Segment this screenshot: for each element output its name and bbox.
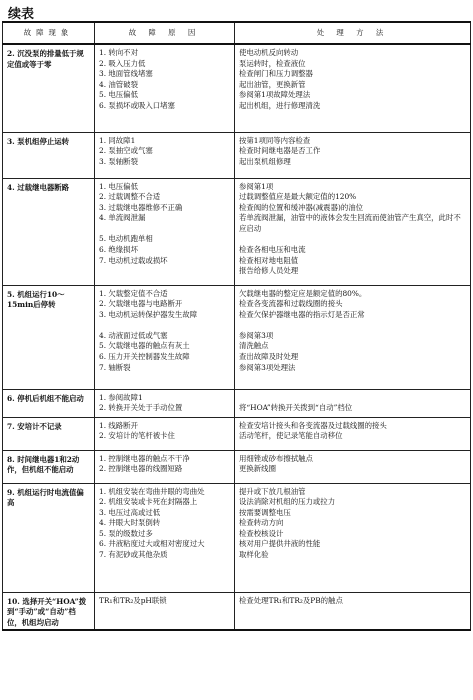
action-item: 报告给修人员处理 (239, 266, 299, 276)
cause-item: 2. 欠载继电器与电路断开 (99, 299, 183, 309)
cause-item: 2. 泵抽空或气塞 (99, 146, 153, 156)
symptom-cell: 6. 停机后机组不能启动 (3, 389, 95, 417)
action-item: 检查相对地电阻值 (239, 255, 299, 265)
cause-cell (95, 44, 235, 132)
table-row (3, 592, 471, 630)
cause-item: 1. 同故障1 (99, 135, 136, 145)
header-symptom: 故障现象 (3, 22, 95, 44)
action-item: 若单流阀泄漏，油管中的液体会发生回流而使油管产生真空，此时不应启动 (239, 213, 461, 233)
cause-item: 4. 单流阀泄漏 (99, 213, 146, 223)
table-row (3, 417, 471, 450)
cause-cell (95, 417, 235, 450)
cause-item: 2. 吸入压力低 (99, 58, 146, 68)
table-row (3, 389, 471, 417)
action-item: 提升或下放几根油管 (239, 486, 306, 496)
cause-item: 5. 欠载继电器的触点有灰土 (99, 341, 190, 351)
cause-item: 1. 转向不对 (99, 48, 138, 57)
cause-cell (95, 450, 235, 483)
cause-cell (95, 389, 235, 417)
action-item: 欠载继电器的整定应是额定值的80%。 (239, 288, 367, 298)
action-item: 检查转动方向 (239, 518, 284, 528)
action-cell (235, 389, 471, 417)
action-item: 起出机组，进行修理清洗 (239, 100, 321, 110)
action-cell (235, 44, 471, 132)
cause-item: 2. 安培计的笔杆被卡住 (99, 431, 175, 441)
cause-item: 3. 电动机运转保护器发生故障 (99, 309, 198, 319)
cause-item: 1. 线路断开 (99, 420, 138, 430)
action-cell (235, 178, 471, 285)
cause-cell (95, 483, 235, 592)
action-item: 检查各变流器和过载线圈的接头 (239, 299, 343, 309)
action-item: 设法消除对机组的压力或拉力 (239, 497, 336, 507)
symptom-cell: 8. 时间继电器1和2动作，但机组不能启动 (3, 450, 95, 483)
header-action: 处 理 方 法 (235, 22, 471, 44)
action-item: 检查处理TR₁和TR₂及PB的触点 (239, 595, 343, 605)
action-item: 取样化验 (239, 550, 269, 560)
cause-item: 6. 泵损坏或吸入口堵塞 (99, 100, 175, 110)
cause-item: 5. 电压偏低 (99, 90, 138, 100)
action-item: 检查阀的位置和缓冲器(减震器)的油位 (239, 202, 364, 212)
cause-cell (95, 285, 235, 389)
action-item: 检查校核设计 (239, 528, 284, 538)
symptom-cell: 2. 沉没泵的排量低于规定值或等于零 (3, 44, 95, 132)
action-item: 检查闸门和压力调整器 (239, 69, 313, 79)
cause-item: 2. 机组安装或卡死在封隔器上 (99, 497, 198, 507)
cause-item: 3. 地面管线堵塞 (99, 69, 153, 79)
symptom-cell: 9. 机组运行时电流值偏高 (3, 483, 95, 592)
header-row (3, 22, 471, 44)
cause-item: 6. 绝缘损坏 (99, 245, 138, 255)
action-item: 过载调整值应是最大额定值的120% (239, 192, 357, 202)
action-item: 参阅第1项 (239, 181, 274, 191)
cause-item: 7. 有泥砂或其他杂质 (99, 550, 168, 560)
action-item: 更换新线圈 (239, 464, 276, 474)
action-item: 泵运转时，检查液位 (239, 58, 306, 68)
symptom-cell: 5. 机组运行10～15min后停转 (3, 285, 95, 389)
action-item: 核对用户提供井液的性能 (239, 539, 321, 549)
action-item: 用细锉或砂布擦拭触点 (239, 453, 313, 463)
action-item: 查出故障及时处理 (239, 352, 299, 362)
action-item: 参阅第3项 (239, 330, 274, 340)
cause-item (99, 320, 230, 331)
cause-item: 5. 电动机跑单相 (99, 234, 153, 244)
action-item: 清洗触点 (239, 341, 269, 351)
action-cell (235, 592, 471, 630)
action-cell (235, 285, 471, 389)
cause-item: 1. 控制继电器的触点不干净 (99, 453, 190, 463)
cause-item: 2. 过载调整不合适 (99, 192, 161, 202)
cause-item: 5. 泵的级数过多 (99, 528, 153, 538)
table-row (3, 132, 471, 178)
action-cell (235, 450, 471, 483)
continued-table-label: 续表 (8, 7, 35, 22)
cause-item: 1. 参阅故障1 (99, 392, 143, 402)
table-row (3, 285, 471, 389)
table-row (3, 44, 471, 132)
header-cause: 故 障 原 因 (95, 22, 235, 44)
cause-item: 4. 油管破裂 (99, 79, 138, 89)
cause-item (99, 224, 230, 235)
cause-item: 7. 电动机过载或损坏 (99, 255, 168, 265)
action-item: 按需要调整电压 (239, 507, 291, 517)
action-item (239, 234, 466, 245)
cause-item: 3. 电压过高或过低 (99, 507, 161, 517)
cause-cell (95, 132, 235, 178)
action-item: 起出油管，更换新管 (239, 79, 306, 89)
symptom-cell: 10. 选择开关“HOA”拨到“手动”或“自动”档位，机组均启动 (3, 592, 95, 630)
action-item: 参阅第1项故障处理法 (239, 90, 311, 100)
action-item: 检查欠保护器继电器的指示灯是否正常 (239, 309, 365, 319)
cause-item: 2. 转换开关处于手动位置 (99, 403, 183, 413)
cause-item: 1. 电压偏低 (99, 181, 138, 191)
action-cell (235, 132, 471, 178)
table-row (3, 483, 471, 592)
symptom-cell: 7. 安培计不记录 (3, 417, 95, 450)
action-item: 检查各相电压和电流 (239, 245, 306, 255)
cause-cell (95, 592, 235, 630)
action-cell (235, 483, 471, 592)
cause-item: TR₁和TR₂及pH联锁 (99, 595, 167, 605)
cause-item: 2. 控制继电器的线圈短路 (99, 464, 183, 474)
action-item: 检查时间继电器是否工作 (239, 146, 321, 156)
cause-item: 3. 过载继电器维修不正确 (99, 202, 183, 212)
table-row (3, 450, 471, 483)
cause-item: 4. 井眼大时泵倒转 (99, 518, 161, 528)
cause-item: 6. 井液粘度过大或相对密度过大 (99, 539, 205, 549)
action-cell (235, 417, 471, 450)
cause-item: 6. 压力开关控制器发生故障 (99, 352, 190, 362)
cause-cell (95, 178, 235, 285)
action-item: 参阅第3项处理法 (239, 362, 296, 372)
cause-item: 3. 泵轴断裂 (99, 156, 138, 166)
action-item: 将“HOA”转换开关拨到“自动”档位 (239, 403, 353, 413)
table-body (3, 44, 471, 630)
cause-item: 1. 欠载整定值不合适 (99, 288, 168, 298)
symptom-cell: 4. 过载继电器断路 (3, 178, 95, 285)
symptom-cell: 3. 泵机组停止运转 (3, 132, 95, 178)
cause-item: 1. 机组安装在弯曲井眼的弯曲处 (99, 486, 205, 496)
cause-item: 7. 轴断裂 (99, 362, 131, 372)
action-item: 检查安培计接头和各变流器及过载线圈的接头 (239, 420, 387, 430)
action-item: 起出泵机组修理 (239, 156, 291, 166)
action-item: 活动笔杆，使记录笔能自动移位 (239, 431, 343, 441)
action-item: 使电动机反向转动 (239, 48, 299, 57)
action-item: 按第1项同等内容检查 (239, 135, 311, 145)
action-item (239, 393, 466, 404)
troubleshooting-table (2, 21, 471, 631)
table-row (3, 178, 471, 285)
action-item (239, 320, 466, 331)
cause-item: 4. 动液面过低或气塞 (99, 330, 168, 340)
